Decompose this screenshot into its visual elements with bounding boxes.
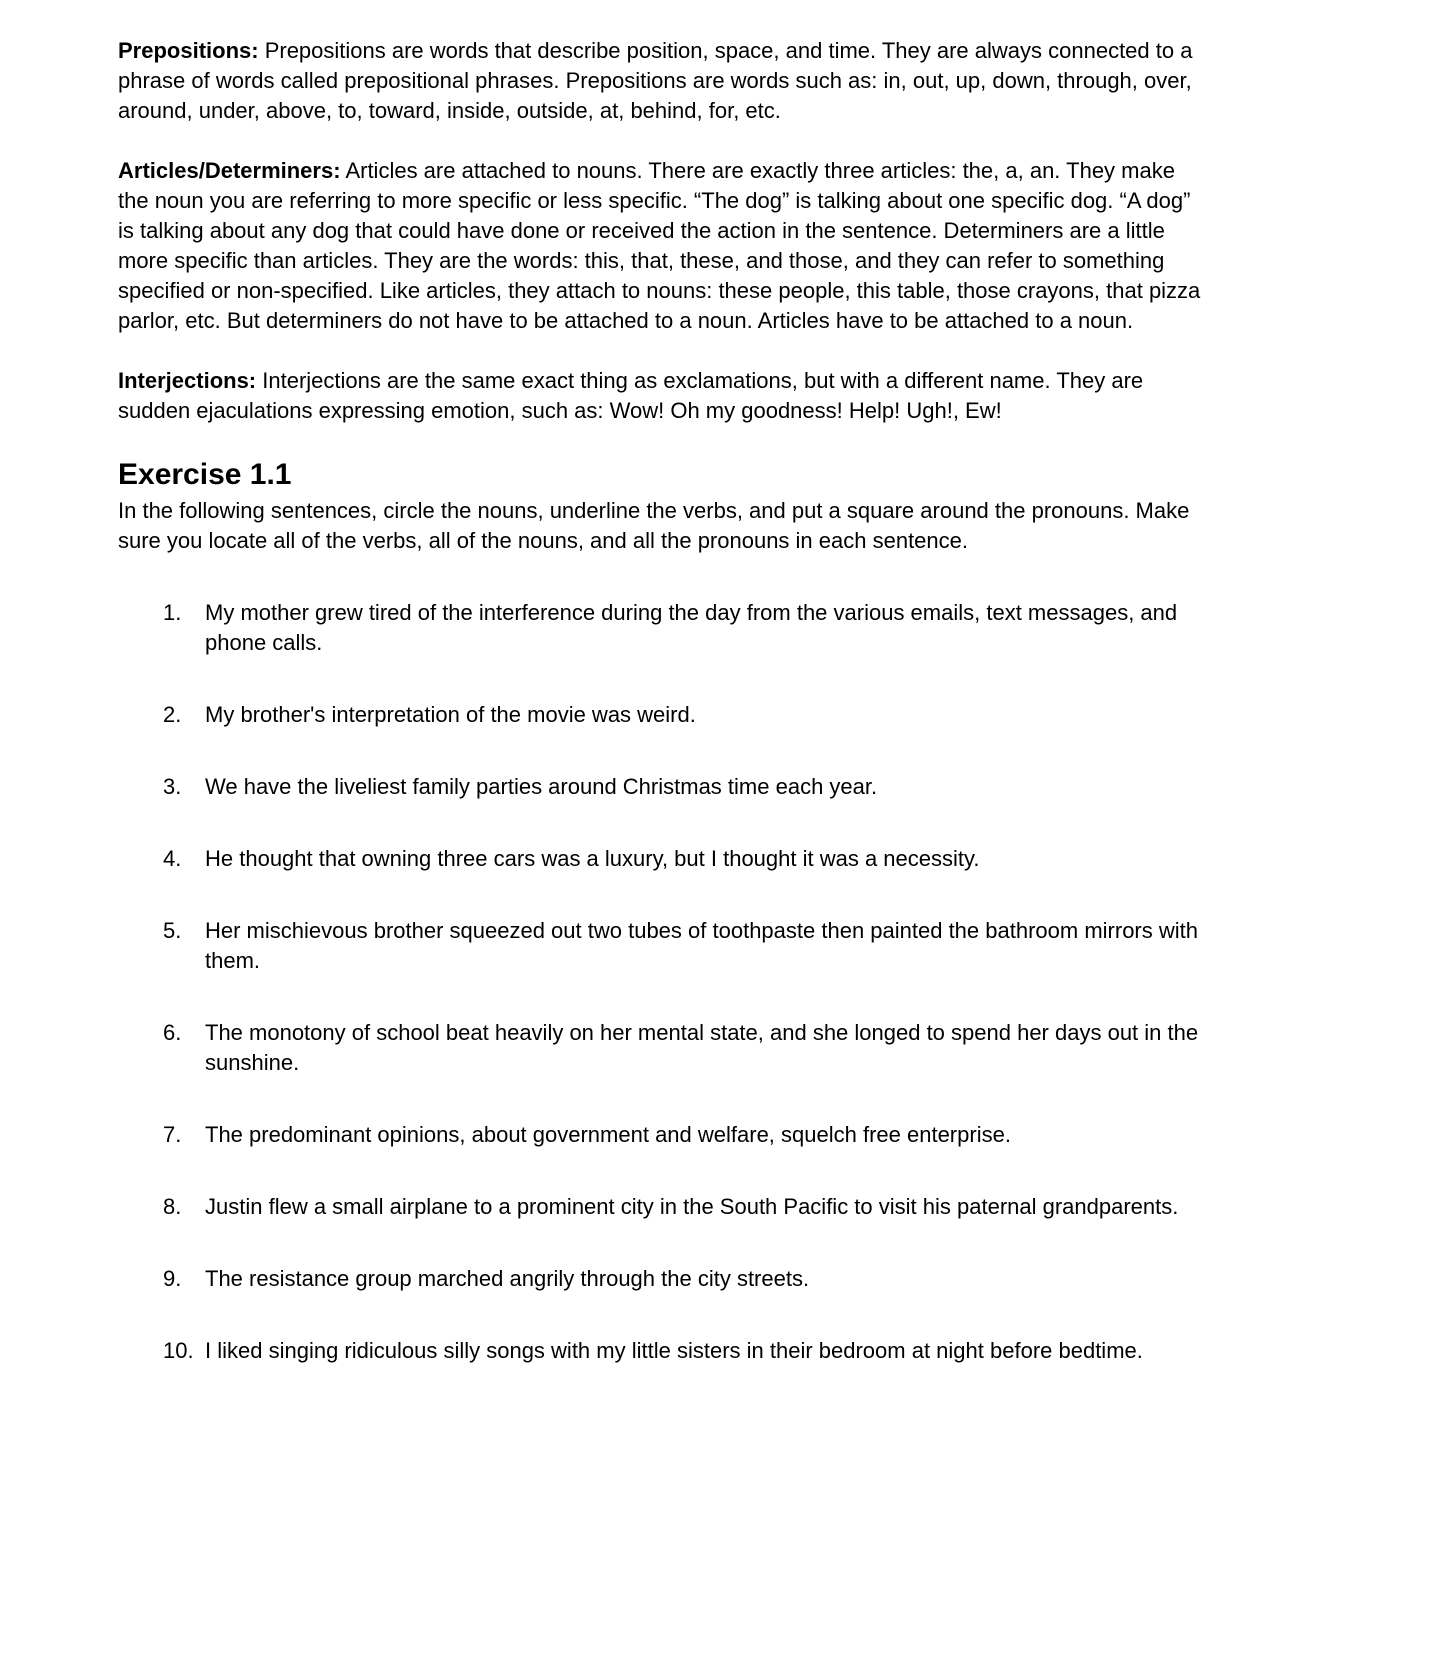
list-item-text: Her mischievous brother squeezed out two tubes of toothpaste then painted the bathroom mirrors with them. (205, 918, 1198, 973)
list-item-number: 2. (163, 702, 182, 727)
paragraph-body: Prepositions are words that describe position, space, and time. They are always connected to a phrase of words called prepositional phrases. Prepositions are words such as: in, out, up, down, through, over, around, under, above, to, toward, inside, outside, at, behind, for, etc. (118, 38, 1193, 123)
sentence-list (118, 598, 1211, 1366)
list-item-text: The monotony of school beat heavily on her mental state, and she longed to spend her days out in the sunshine. (205, 1020, 1199, 1075)
list-item-text: We have the liveliest family parties around Christmas time each year. (205, 774, 878, 799)
list-item-number: 5. (163, 918, 182, 943)
list-item-text: Justin flew a small airplane to a prominent city in the South Pacific to visit his paternal grandparents. (205, 1194, 1179, 1219)
list-item-text: The predominant opinions, about government and welfare, squelch free enterprise. (205, 1122, 1011, 1147)
list-item-number: 10. (163, 1338, 194, 1363)
list-item-number: 6. (163, 1020, 182, 1045)
paragraph-label: Articles/Determiners: (118, 158, 341, 183)
list-item-number: 3. (163, 774, 182, 799)
list-item (163, 772, 1211, 802)
list-item-text: I liked singing ridiculous silly songs with my little sisters in their bedroom at night before bedtime. (205, 1338, 1143, 1363)
paragraph-prepositions (118, 36, 1211, 126)
list-item (163, 1336, 1211, 1366)
exercise-instructions: In the following sentences, circle the nouns, underline the verbs, and put a square around the pronouns. Make sure you locate all of the verbs, all of the nouns, and all the pronouns in each sentence. (118, 498, 1190, 553)
paragraph-body: Interjections are the same exact thing as exclamations, but with a different name. They are sudden ejaculations expressing emotion, such as: Wow! Oh my goodness! Help! Ugh!, Ew! (118, 368, 1144, 423)
list-item (163, 1120, 1211, 1150)
paragraph-interjections (118, 366, 1211, 426)
list-item-number: 1. (163, 600, 182, 625)
list-item-number: 8. (163, 1194, 182, 1219)
list-item (163, 844, 1211, 874)
list-item-number: 9. (163, 1266, 182, 1291)
paragraph-label: Prepositions: (118, 38, 259, 63)
paragraph-label: Interjections: (118, 368, 257, 393)
list-item (163, 1192, 1211, 1222)
list-item (163, 916, 1211, 976)
list-item (163, 1018, 1211, 1078)
list-item (163, 598, 1211, 658)
list-item-number: 7. (163, 1122, 182, 1147)
list-item-text: My mother grew tired of the interference during the day from the various emails, text messages, and phone calls. (205, 600, 1178, 655)
list-item-text: He thought that owning three cars was a luxury, but I thought it was a necessity. (205, 846, 980, 871)
paragraph-body: Articles are attached to nouns. There are exactly three articles: the, a, an. They make the noun you are referring to more specific or less specific. “The dog” is talking about one specific dog. “A dog” is talking about any dog that could have done or received the action in the sentence. Determiners are a little more specific than articles. They are the words: this, that, these, and those, and they can refer to something specified or non-specified. Like articles, they attach to nouns: these people, this table, those crayons, that pizza parlor, etc. But determiners do not have to be attached to a noun. Articles have to be attached to a noun. (118, 158, 1201, 333)
list-item-text: My brother's interpretation of the movie was weird. (205, 702, 696, 727)
exercise-heading: Exercise 1.1 (118, 458, 292, 491)
list-item (163, 700, 1211, 730)
paragraph-articles-determiners (118, 156, 1211, 336)
list-item-text: The resistance group marched angrily through the city streets. (205, 1266, 810, 1291)
list-item-number: 4. (163, 846, 182, 871)
list-item (163, 1264, 1211, 1294)
